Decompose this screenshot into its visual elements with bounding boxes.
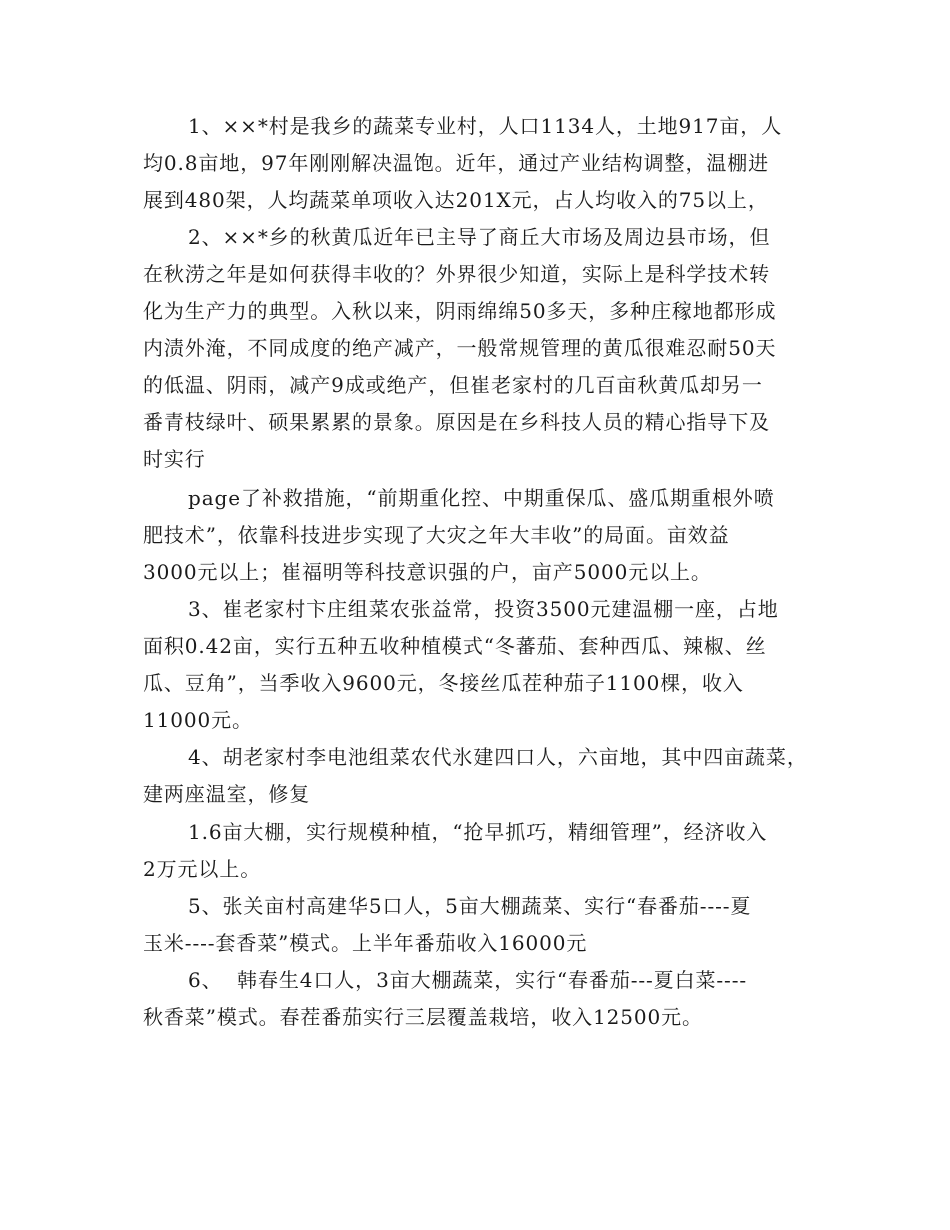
paragraph-7-line-1: 5、张关亩村高建华5口人，5亩大棚蔬菜、实行“春番茄----夏 — [188, 894, 752, 918]
paragraph-3-line-3: 3000元以上；崔福明等科技意识强的户，亩产5000元以上。 — [143, 560, 712, 584]
paragraph-2-line-7: 时实行 — [143, 447, 206, 471]
paragraph-4-line-1: 3、崔老家村卞庄组菜农张益常，投资3500元建温棚一座，占地 — [188, 597, 779, 621]
paragraph-2-line-1: 2、××*乡的秋黄瓜近年已主导了商丘大市场及周边县市场，但 — [188, 225, 771, 249]
paragraph-7-line-2: 玉米----套香菜”模式。上半年番茄收入16000元 — [143, 931, 588, 955]
paragraph-2-line-2: 在秋涝之年是如何获得丰收的？外界很少知道，实际上是科学技术转 — [143, 262, 770, 286]
paragraph-1-line-1: 1、××*村是我乡的蔬菜专业村，人口1134人，土地917亩，人 — [188, 114, 783, 138]
paragraph-5-line-2: 建两座温室，修复 — [143, 782, 311, 806]
paragraph-2-line-6: 番青枝绿叶、硕果累累的景象。原因是在乡科技人员的精心指导下及 — [143, 410, 770, 434]
paragraph-4-line-3: 瓜、豆角”，当季收入9600元，冬接丝瓜茬种茄子1100棵，收入 — [143, 671, 744, 695]
paragraph-5-line-1: 4、胡老家村李电池组菜农代氷建四口人，六亩地，其中四亩蔬菜， — [188, 745, 808, 769]
paragraph-3-line-1: page了补救措施，“前期重化控、中期重保瓜、盛瓜期重根外喷 — [188, 486, 775, 510]
paragraph-2-line-5: 的低温、阴雨，减产9成或绝产，但崔老家村的几百亩秋黄瓜却另一 — [143, 373, 763, 397]
paragraph-2-line-4: 内渍外淹，不同成度的绝产减产，一般常规管理的黄瓜很难忍耐50天 — [143, 336, 777, 360]
paragraph-3-line-2: 肥技术”，依靠科技进步实现了大灾之年大丰收”的局面。亩效益 — [143, 523, 730, 547]
paragraph-4-line-2: 面积0.42亩，实行五种五收种植模式“冬蕃茄、套种西瓜、辣椒、丝 — [143, 634, 767, 658]
paragraph-8-line-1: 6、 韩春生4口人，3亩大棚蔬菜，实行“春番茄---夏白菜---- — [188, 968, 748, 992]
paragraph-2-line-3: 化为生产力的典型。入秋以来，阴雨绵绵50多天，多种庄稼地都形成 — [143, 299, 777, 323]
paragraph-1-line-2: 均0.8亩地，97年刚刚解决温饱。近年，通过产业结构调整，温棚进 — [143, 151, 770, 175]
paragraph-4-line-4: 11000元。 — [143, 708, 253, 732]
paragraph-6-line-1: 1.6亩大棚，实行规模种植，“抢早抓巧，精细管理”，经济收入 — [188, 820, 768, 844]
paragraph-6-line-2: 2万元以上。 — [143, 857, 262, 881]
paragraph-8-line-2: 秋香菜”模式。春茬番茄实行三层覆盖栽培，收入12500元。 — [143, 1005, 703, 1029]
paragraph-1-line-3: 展到480架，人均蔬菜单项收入达201X元，占人均收入的75以上， — [143, 188, 769, 212]
